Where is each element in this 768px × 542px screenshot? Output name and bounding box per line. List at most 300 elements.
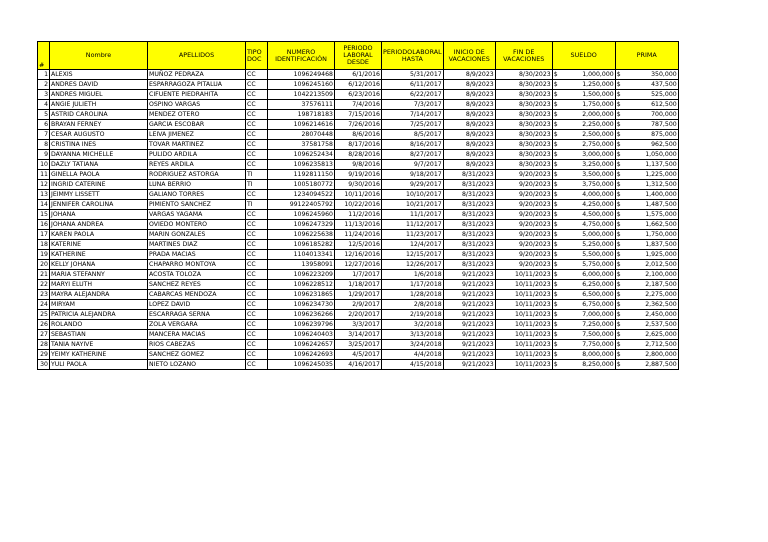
cell-prima[interactable] (615, 310, 678, 320)
cell-index[interactable]: 5 (38, 110, 50, 120)
cell-sueldo[interactable] (552, 300, 615, 310)
cell-fin-vacaciones[interactable]: 8/30/2023 (495, 70, 552, 80)
cell-periodo-hasta[interactable]: 8/27/2017 (382, 150, 444, 160)
cell-prima[interactable] (615, 280, 678, 290)
cell-apellidos[interactable]: SANCHEZ GOMEZ (148, 350, 246, 360)
cell-fin-vacaciones[interactable]: 10/11/2023 (495, 340, 552, 350)
cell-prima[interactable] (615, 90, 678, 100)
cell-sueldo[interactable] (552, 230, 615, 240)
cell-numero-identificacion[interactable]: 1104013341 (268, 250, 335, 260)
cell-nombre[interactable]: JOHANA (50, 210, 148, 220)
cell-apellidos[interactable]: CIFUENTE PIEDRAHITA (148, 90, 246, 100)
cell-nombre[interactable]: INGRID CATERINE (50, 180, 148, 190)
cell-apellidos[interactable]: ZOLA VERGARA (148, 320, 246, 330)
cell-apellidos[interactable]: ESPARRAGOZA PITALUA (148, 80, 246, 90)
cell-index[interactable]: 23 (38, 290, 50, 300)
cell-index[interactable]: 1 (38, 70, 50, 80)
cell-apellidos[interactable]: LOPEZ DAVID (148, 300, 246, 310)
cell-apellidos[interactable]: LUNA BERRIO (148, 180, 246, 190)
cell-inicio-vacaciones[interactable]: 9/21/2023 (443, 360, 495, 370)
cell-apellidos[interactable]: OVIEDO MONTERO (148, 220, 246, 230)
cell-tipo-doc[interactable]: CC (246, 230, 268, 240)
cell-fin-vacaciones[interactable]: 8/30/2023 (495, 160, 552, 170)
cell-inicio-vacaciones[interactable]: 9/21/2023 (443, 350, 495, 360)
cell-prima[interactable] (615, 170, 678, 180)
cell-periodo-hasta[interactable]: 12/26/2017 (382, 260, 444, 270)
cell-numero-identificacion[interactable]: 1096249468 (268, 70, 335, 80)
cell-nombre[interactable]: KAREN PAOLA (50, 230, 148, 240)
cell-nombre[interactable]: MARIA STEFANNY (50, 270, 148, 280)
header-index[interactable]: # (38, 42, 50, 70)
cell-fin-vacaciones[interactable]: 10/11/2023 (495, 350, 552, 360)
cell-periodo-desde[interactable]: 8/17/2016 (335, 140, 382, 150)
cell-periodo-desde[interactable]: 11/2/2016 (335, 210, 382, 220)
cell-fin-vacaciones[interactable]: 10/11/2023 (495, 270, 552, 280)
header-periodo-desde[interactable]: PERIODO LABORAL DESDE (335, 42, 382, 70)
cell-tipo-doc[interactable]: CC (246, 150, 268, 160)
cell-periodo-hasta[interactable]: 9/18/2017 (382, 170, 444, 180)
cell-prima[interactable] (615, 210, 678, 220)
cell-periodo-hasta[interactable]: 10/21/2017 (382, 200, 444, 210)
cell-numero-identificacion[interactable]: 1096214616 (268, 120, 335, 130)
cell-fin-vacaciones[interactable]: 8/30/2023 (495, 80, 552, 90)
cell-numero-identificacion[interactable]: 1096245960 (268, 210, 335, 220)
cell-inicio-vacaciones[interactable]: 8/31/2023 (443, 180, 495, 190)
cell-fin-vacaciones[interactable]: 9/20/2023 (495, 230, 552, 240)
cell-periodo-hasta[interactable]: 8/16/2017 (382, 140, 444, 150)
cell-nombre[interactable]: CESAR AUGUSTO (50, 130, 148, 140)
cell-sueldo[interactable] (552, 250, 615, 260)
cell-nombre[interactable]: ALEXIS (50, 70, 148, 80)
cell-numero-identificacion[interactable]: 1096231865 (268, 290, 335, 300)
cell-inicio-vacaciones[interactable]: 8/31/2023 (443, 200, 495, 210)
cell-inicio-vacaciones[interactable]: 9/21/2023 (443, 320, 495, 330)
cell-periodo-desde[interactable]: 7/15/2016 (335, 110, 382, 120)
cell-inicio-vacaciones[interactable]: 8/31/2023 (443, 220, 495, 230)
cell-apellidos[interactable]: NIETO LOZANO (148, 360, 246, 370)
cell-inicio-vacaciones[interactable]: 8/9/2023 (443, 150, 495, 160)
cell-tipo-doc[interactable]: CC (246, 140, 268, 150)
header-prima[interactable]: PRIMA (615, 42, 678, 70)
cell-tipo-doc[interactable]: CC (246, 310, 268, 320)
cell-sueldo[interactable] (552, 310, 615, 320)
cell-index[interactable]: 17 (38, 230, 50, 240)
cell-index[interactable]: 19 (38, 250, 50, 260)
cell-tipo-doc[interactable]: CC (246, 130, 268, 140)
cell-prima[interactable] (615, 150, 678, 160)
cell-tipo-doc[interactable]: CC (246, 120, 268, 130)
cell-tipo-doc[interactable]: CC (246, 260, 268, 270)
cell-nombre[interactable]: ROLANDO (50, 320, 148, 330)
cell-tipo-doc[interactable]: CC (246, 160, 268, 170)
cell-inicio-vacaciones[interactable]: 9/21/2023 (443, 310, 495, 320)
cell-nombre[interactable]: ANDRES DAVID (50, 80, 148, 90)
cell-index[interactable]: 11 (38, 170, 50, 180)
cell-periodo-hasta[interactable]: 6/11/2017 (382, 80, 444, 90)
cell-apellidos[interactable]: CABARCAS MENDOZA (148, 290, 246, 300)
cell-periodo-hasta[interactable]: 3/24/2018 (382, 340, 444, 350)
cell-periodo-desde[interactable]: 4/5/2017 (335, 350, 382, 360)
cell-periodo-desde[interactable]: 9/19/2016 (335, 170, 382, 180)
cell-periodo-hasta[interactable]: 7/14/2017 (382, 110, 444, 120)
cell-index[interactable]: 18 (38, 240, 50, 250)
cell-index[interactable]: 27 (38, 330, 50, 340)
cell-inicio-vacaciones[interactable]: 8/9/2023 (443, 140, 495, 150)
cell-fin-vacaciones[interactable]: 9/20/2023 (495, 210, 552, 220)
cell-tipo-doc[interactable]: CC (246, 110, 268, 120)
cell-tipo-doc[interactable]: CC (246, 270, 268, 280)
cell-tipo-doc[interactable]: CC (246, 320, 268, 330)
cell-periodo-hasta[interactable]: 1/6/2018 (382, 270, 444, 280)
cell-inicio-vacaciones[interactable]: 9/21/2023 (443, 340, 495, 350)
cell-prima[interactable] (615, 230, 678, 240)
cell-nombre[interactable]: JOHANA ANDREA (50, 220, 148, 230)
cell-index[interactable]: 4 (38, 100, 50, 110)
cell-nombre[interactable]: ANDRES MIGUEL (50, 90, 148, 100)
cell-index[interactable]: 9 (38, 150, 50, 160)
cell-inicio-vacaciones[interactable]: 8/31/2023 (443, 260, 495, 270)
cell-sueldo[interactable] (552, 100, 615, 110)
cell-tipo-doc[interactable]: CC (246, 330, 268, 340)
cell-periodo-desde[interactable]: 8/6/2016 (335, 130, 382, 140)
cell-apellidos[interactable]: VARGAS YAGAMA (148, 210, 246, 220)
cell-sueldo[interactable] (552, 280, 615, 290)
cell-prima[interactable] (615, 290, 678, 300)
cell-numero-identificacion[interactable]: 1192811150 (268, 170, 335, 180)
cell-index[interactable]: 21 (38, 270, 50, 280)
cell-prima[interactable] (615, 350, 678, 360)
cell-fin-vacaciones[interactable]: 8/30/2023 (495, 130, 552, 140)
cell-numero-identificacion[interactable]: 37581758 (268, 140, 335, 150)
cell-tipo-doc[interactable]: CC (246, 340, 268, 350)
cell-tipo-doc[interactable]: CC (246, 220, 268, 230)
cell-numero-identificacion[interactable]: 1005180772 (268, 180, 335, 190)
cell-prima[interactable] (615, 260, 678, 270)
cell-periodo-hasta[interactable]: 4/15/2018 (382, 360, 444, 370)
cell-tipo-doc[interactable]: CC (246, 250, 268, 260)
cell-numero-identificacion[interactable]: 1096245160 (268, 80, 335, 90)
cell-periodo-hasta[interactable]: 8/5/2017 (382, 130, 444, 140)
cell-sueldo[interactable] (552, 170, 615, 180)
cell-sueldo[interactable] (552, 80, 615, 90)
cell-apellidos[interactable]: RIOS CABEZAS (148, 340, 246, 350)
cell-numero-identificacion[interactable]: 1096223209 (268, 270, 335, 280)
cell-sueldo[interactable] (552, 130, 615, 140)
cell-numero-identificacion[interactable]: 37576111 (268, 100, 335, 110)
cell-tipo-doc[interactable]: CC (246, 240, 268, 250)
cell-sueldo[interactable] (552, 290, 615, 300)
cell-inicio-vacaciones[interactable]: 9/21/2023 (443, 330, 495, 340)
cell-periodo-hasta[interactable]: 12/4/2017 (382, 240, 444, 250)
cell-periodo-desde[interactable]: 7/26/2016 (335, 120, 382, 130)
cell-prima[interactable] (615, 270, 678, 280)
cell-prima[interactable] (615, 70, 678, 80)
cell-prima[interactable] (615, 100, 678, 110)
cell-nombre[interactable]: MAYRA ALEJANDRA (50, 290, 148, 300)
cell-inicio-vacaciones[interactable]: 8/9/2023 (443, 70, 495, 80)
cell-periodo-desde[interactable]: 1/29/2017 (335, 290, 382, 300)
cell-apellidos[interactable]: REYES ARDILA (148, 160, 246, 170)
cell-prima[interactable] (615, 340, 678, 350)
cell-fin-vacaciones[interactable]: 9/20/2023 (495, 200, 552, 210)
cell-numero-identificacion[interactable]: 1096234730 (268, 300, 335, 310)
cell-periodo-hasta[interactable]: 1/17/2018 (382, 280, 444, 290)
cell-inicio-vacaciones[interactable]: 9/21/2023 (443, 290, 495, 300)
cell-fin-vacaciones[interactable]: 8/30/2023 (495, 90, 552, 100)
header-sueldo[interactable]: SUELDO (552, 42, 615, 70)
cell-inicio-vacaciones[interactable]: 8/9/2023 (443, 120, 495, 130)
cell-apellidos[interactable]: MUÑOZ PEDRAZA (148, 70, 246, 80)
cell-numero-identificacion[interactable]: 1096252434 (268, 150, 335, 160)
cell-nombre[interactable]: JENNIFER CAROLINA (50, 200, 148, 210)
cell-index[interactable]: 14 (38, 200, 50, 210)
cell-index[interactable]: 13 (38, 190, 50, 200)
cell-fin-vacaciones[interactable]: 8/30/2023 (495, 150, 552, 160)
cell-fin-vacaciones[interactable]: 9/20/2023 (495, 170, 552, 180)
cell-index[interactable]: 24 (38, 300, 50, 310)
cell-apellidos[interactable]: ACOSTA TOLOZA (148, 270, 246, 280)
header-nombre[interactable]: Nombre (50, 42, 148, 70)
cell-sueldo[interactable] (552, 270, 615, 280)
cell-prima[interactable] (615, 110, 678, 120)
cell-sueldo[interactable] (552, 350, 615, 360)
cell-index[interactable]: 7 (38, 130, 50, 140)
cell-periodo-hasta[interactable]: 9/7/2017 (382, 160, 444, 170)
header-tipo-doc[interactable]: TIPO DOC (246, 42, 268, 70)
cell-nombre[interactable]: MIRYAM (50, 300, 148, 310)
cell-periodo-desde[interactable]: 10/11/2016 (335, 190, 382, 200)
cell-fin-vacaciones[interactable]: 9/20/2023 (495, 180, 552, 190)
cell-tipo-doc[interactable]: CC (246, 210, 268, 220)
cell-tipo-doc[interactable]: TI (246, 170, 268, 180)
cell-fin-vacaciones[interactable]: 9/20/2023 (495, 260, 552, 270)
header-apellidos[interactable]: APELLIDOS (148, 42, 246, 70)
cell-apellidos[interactable]: ESCARRAGA SERNA (148, 310, 246, 320)
cell-apellidos[interactable]: PULIDO ARDILA (148, 150, 246, 160)
cell-apellidos[interactable]: MARIN GONZALES (148, 230, 246, 240)
cell-inicio-vacaciones[interactable]: 8/31/2023 (443, 230, 495, 240)
cell-periodo-desde[interactable]: 2/20/2017 (335, 310, 382, 320)
cell-sueldo[interactable] (552, 320, 615, 330)
cell-periodo-hasta[interactable]: 7/3/2017 (382, 100, 444, 110)
cell-nombre[interactable]: CRISTINA INES (50, 140, 148, 150)
cell-fin-vacaciones[interactable]: 9/20/2023 (495, 250, 552, 260)
cell-prima[interactable] (615, 180, 678, 190)
cell-numero-identificacion[interactable]: 1096247329 (268, 220, 335, 230)
cell-periodo-hasta[interactable]: 12/15/2017 (382, 250, 444, 260)
cell-periodo-desde[interactable]: 9/8/2016 (335, 160, 382, 170)
cell-inicio-vacaciones[interactable]: 8/31/2023 (443, 170, 495, 180)
cell-periodo-desde[interactable]: 4/16/2017 (335, 360, 382, 370)
cell-apellidos[interactable]: RODRIGUEZ ASTORGA (148, 170, 246, 180)
cell-nombre[interactable]: ASTRID CAROLINA (50, 110, 148, 120)
cell-sueldo[interactable] (552, 260, 615, 270)
cell-nombre[interactable]: JEIMMY LISSETT (50, 190, 148, 200)
cell-nombre[interactable]: KELLY JOHANA (50, 260, 148, 270)
cell-inicio-vacaciones[interactable]: 8/31/2023 (443, 250, 495, 260)
cell-sueldo[interactable] (552, 340, 615, 350)
cell-tipo-doc[interactable]: CC (246, 90, 268, 100)
header-periodo-hasta[interactable]: PERIODOLABORAL HASTA (382, 42, 444, 70)
cell-numero-identificacion[interactable]: 1096235813 (268, 160, 335, 170)
cell-fin-vacaciones[interactable]: 10/11/2023 (495, 290, 552, 300)
cell-inicio-vacaciones[interactable]: 8/31/2023 (443, 190, 495, 200)
cell-sueldo[interactable] (552, 70, 615, 80)
cell-sueldo[interactable] (552, 160, 615, 170)
cell-fin-vacaciones[interactable]: 10/11/2023 (495, 310, 552, 320)
cell-periodo-desde[interactable]: 6/23/2016 (335, 90, 382, 100)
cell-sueldo[interactable] (552, 150, 615, 160)
cell-tipo-doc[interactable]: CC (246, 300, 268, 310)
cell-periodo-desde[interactable]: 11/13/2016 (335, 220, 382, 230)
cell-sueldo[interactable] (552, 180, 615, 190)
cell-nombre[interactable]: YEIMY KATHERINE (50, 350, 148, 360)
cell-index[interactable]: 8 (38, 140, 50, 150)
cell-prima[interactable] (615, 130, 678, 140)
cell-index[interactable]: 16 (38, 220, 50, 230)
cell-fin-vacaciones[interactable]: 10/11/2023 (495, 330, 552, 340)
cell-sueldo[interactable] (552, 90, 615, 100)
cell-fin-vacaciones[interactable]: 9/20/2023 (495, 240, 552, 250)
cell-periodo-desde[interactable]: 2/9/2017 (335, 300, 382, 310)
cell-index[interactable]: 29 (38, 350, 50, 360)
cell-prima[interactable] (615, 190, 678, 200)
header-inicio-vacaciones[interactable]: INICIO DE VACACIONES (443, 42, 495, 70)
cell-inicio-vacaciones[interactable]: 8/31/2023 (443, 210, 495, 220)
cell-nombre[interactable]: YULI PAOLA (50, 360, 148, 370)
cell-numero-identificacion[interactable]: 13958091 (268, 260, 335, 270)
cell-inicio-vacaciones[interactable]: 8/9/2023 (443, 80, 495, 90)
cell-periodo-desde[interactable]: 12/27/2016 (335, 260, 382, 270)
cell-apellidos[interactable]: MARTINES DIAZ (148, 240, 246, 250)
cell-apellidos[interactable]: OSPINO VARGAS (148, 100, 246, 110)
cell-nombre[interactable]: ANGIE JULIETH (50, 100, 148, 110)
cell-numero-identificacion[interactable]: 1096245035 (268, 360, 335, 370)
cell-index[interactable]: 3 (38, 90, 50, 100)
cell-periodo-hasta[interactable]: 3/2/2018 (382, 320, 444, 330)
cell-periodo-hasta[interactable]: 5/31/2017 (382, 70, 444, 80)
cell-periodo-hasta[interactable]: 11/12/2017 (382, 220, 444, 230)
cell-sueldo[interactable] (552, 140, 615, 150)
cell-periodo-desde[interactable]: 7/4/2016 (335, 100, 382, 110)
cell-fin-vacaciones[interactable]: 10/11/2023 (495, 320, 552, 330)
cell-apellidos[interactable]: SANCHEZ REYES (148, 280, 246, 290)
cell-nombre[interactable]: GINELLA PAOLA (50, 170, 148, 180)
cell-periodo-desde[interactable]: 9/30/2016 (335, 180, 382, 190)
cell-prima[interactable] (615, 220, 678, 230)
cell-periodo-hasta[interactable]: 1/28/2018 (382, 290, 444, 300)
cell-periodo-desde[interactable]: 6/1/2016 (335, 70, 382, 80)
cell-tipo-doc[interactable]: CC (246, 100, 268, 110)
cell-prima[interactable] (615, 120, 678, 130)
cell-numero-identificacion[interactable]: 1096185282 (268, 240, 335, 250)
cell-periodo-desde[interactable]: 12/16/2016 (335, 250, 382, 260)
cell-periodo-hasta[interactable]: 10/10/2017 (382, 190, 444, 200)
cell-index[interactable]: 10 (38, 160, 50, 170)
cell-apellidos[interactable]: TOVAR MARTINEZ (148, 140, 246, 150)
cell-apellidos[interactable]: GALIANO TORRES (148, 190, 246, 200)
cell-fin-vacaciones[interactable]: 8/30/2023 (495, 110, 552, 120)
cell-nombre[interactable]: SEBASTIAN (50, 330, 148, 340)
cell-periodo-desde[interactable]: 6/12/2016 (335, 80, 382, 90)
cell-numero-identificacion[interactable]: 1096242657 (268, 340, 335, 350)
cell-index[interactable]: 25 (38, 310, 50, 320)
cell-periodo-hasta[interactable]: 6/22/2017 (382, 90, 444, 100)
cell-periodo-desde[interactable]: 10/22/2016 (335, 200, 382, 210)
cell-periodo-desde[interactable]: 1/18/2017 (335, 280, 382, 290)
cell-nombre[interactable]: DAZLY TATIANA (50, 160, 148, 170)
cell-periodo-hasta[interactable]: 3/13/2018 (382, 330, 444, 340)
cell-prima[interactable] (615, 250, 678, 260)
cell-inicio-vacaciones[interactable]: 9/21/2023 (443, 280, 495, 290)
cell-index[interactable]: 30 (38, 360, 50, 370)
cell-fin-vacaciones[interactable]: 8/30/2023 (495, 100, 552, 110)
cell-sueldo[interactable] (552, 220, 615, 230)
cell-periodo-desde[interactable]: 3/14/2017 (335, 330, 382, 340)
cell-inicio-vacaciones[interactable]: 8/9/2023 (443, 160, 495, 170)
cell-index[interactable]: 20 (38, 260, 50, 270)
cell-numero-identificacion[interactable]: 28070448 (268, 130, 335, 140)
cell-inicio-vacaciones[interactable]: 8/9/2023 (443, 90, 495, 100)
cell-numero-identificacion[interactable]: 1096236266 (268, 310, 335, 320)
cell-index[interactable]: 15 (38, 210, 50, 220)
cell-tipo-doc[interactable]: CC (246, 70, 268, 80)
cell-inicio-vacaciones[interactable]: 9/21/2023 (443, 270, 495, 280)
cell-prima[interactable] (615, 330, 678, 340)
cell-prima[interactable] (615, 320, 678, 330)
cell-sueldo[interactable] (552, 240, 615, 250)
cell-sueldo[interactable] (552, 210, 615, 220)
cell-nombre[interactable]: TANIA NAYIVE (50, 340, 148, 350)
cell-apellidos[interactable]: PRADA MACIAS (148, 250, 246, 260)
cell-nombre[interactable]: KATERINE (50, 240, 148, 250)
cell-tipo-doc[interactable]: CC (246, 80, 268, 90)
cell-apellidos[interactable]: PIMIENTO SANCHEZ (148, 200, 246, 210)
cell-fin-vacaciones[interactable]: 9/20/2023 (495, 220, 552, 230)
cell-apellidos[interactable]: CHAPARRO MONTOYA (148, 260, 246, 270)
cell-sueldo[interactable] (552, 360, 615, 370)
cell-numero-identificacion[interactable]: 1096225638 (268, 230, 335, 240)
cell-periodo-desde[interactable]: 8/28/2016 (335, 150, 382, 160)
cell-numero-identificacion[interactable]: 1234094522 (268, 190, 335, 200)
cell-tipo-doc[interactable]: CC (246, 290, 268, 300)
cell-prima[interactable] (615, 140, 678, 150)
cell-fin-vacaciones[interactable]: 9/20/2023 (495, 190, 552, 200)
cell-fin-vacaciones[interactable]: 8/30/2023 (495, 140, 552, 150)
cell-periodo-hasta[interactable]: 11/1/2017 (382, 210, 444, 220)
cell-fin-vacaciones[interactable]: 8/30/2023 (495, 120, 552, 130)
cell-prima[interactable] (615, 200, 678, 210)
cell-periodo-hasta[interactable]: 4/4/2018 (382, 350, 444, 360)
cell-sueldo[interactable] (552, 120, 615, 130)
cell-periodo-hasta[interactable]: 2/8/2018 (382, 300, 444, 310)
cell-index[interactable]: 28 (38, 340, 50, 350)
header-numero-identificacion[interactable]: NUMERO IDENTIFICACIÓN (268, 42, 335, 70)
cell-sueldo[interactable] (552, 200, 615, 210)
cell-apellidos[interactable]: LEIVA JIMENEZ (148, 130, 246, 140)
cell-sueldo[interactable] (552, 110, 615, 120)
cell-prima[interactable] (615, 160, 678, 170)
cell-sueldo[interactable] (552, 330, 615, 340)
cell-fin-vacaciones[interactable]: 10/11/2023 (495, 280, 552, 290)
cell-fin-vacaciones[interactable]: 10/11/2023 (495, 300, 552, 310)
cell-index[interactable]: 22 (38, 280, 50, 290)
cell-numero-identificacion[interactable]: 1096242693 (268, 350, 335, 360)
cell-nombre[interactable]: MARYI ELUTH (50, 280, 148, 290)
cell-index[interactable]: 26 (38, 320, 50, 330)
cell-inicio-vacaciones[interactable]: 8/9/2023 (443, 130, 495, 140)
cell-nombre[interactable]: DAYANNA MICHELLE (50, 150, 148, 160)
